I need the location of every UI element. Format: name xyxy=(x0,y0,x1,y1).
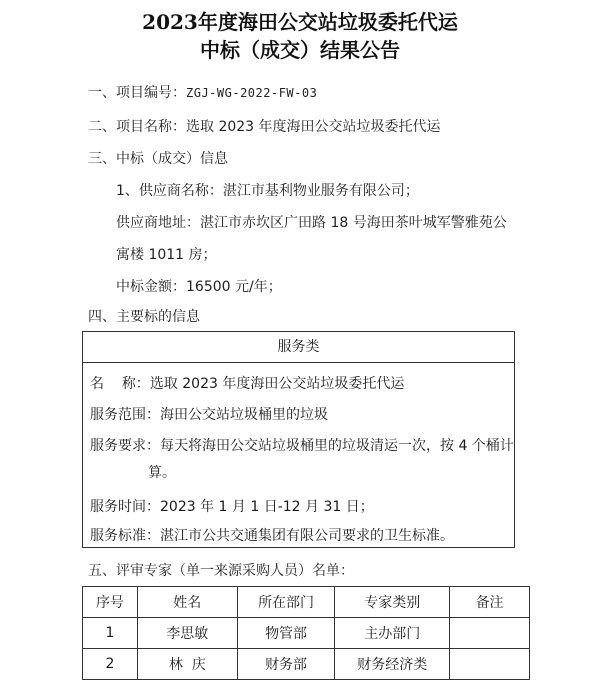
supplier-name: 1、供应商名称：湛江市基利物业服务有限公司； xyxy=(116,183,419,199)
service-box-header: 服务类 xyxy=(83,332,514,363)
service-req-label: 服务要求： xyxy=(90,438,160,454)
service-name-value: 选取 2023 年度海田公交站垃圾委托代运 xyxy=(149,376,405,392)
cell-name: 李思敏 xyxy=(137,618,237,649)
section-main-items: 四、主要标的信息 xyxy=(88,309,200,325)
service-box xyxy=(82,331,515,548)
cell-index: 1 xyxy=(83,618,138,649)
service-req-row-2: 算。 xyxy=(148,465,176,481)
service-scope-value: 海田公交站垃圾桶里的垃圾 xyxy=(160,407,328,423)
supplier-address-line-1: 供应商地址：湛江市赤坎区广田路 18 号海田茶叶城军警雅苑公 xyxy=(116,215,507,231)
cell-department: 财务部 xyxy=(237,649,335,680)
section-project-name: 二、项目名称：选取 2023 年度海田公交站垃圾委托代运 xyxy=(88,119,441,135)
title-line-1: 2023年度海田公交站垃圾委托代运 xyxy=(142,10,458,34)
service-name-label: 名 称： xyxy=(90,376,150,392)
table-row xyxy=(83,649,530,680)
title-line-2: 中标（成交）结果公告 xyxy=(200,38,400,62)
project-number-label: 一、项目编号： xyxy=(88,85,186,101)
col-header: 备注 xyxy=(450,587,530,618)
col-header: 专家类别 xyxy=(335,587,450,618)
section-project-number xyxy=(88,82,317,102)
service-time-value: 2023 年 1 月 1 日-12 月 31 日； xyxy=(160,499,374,515)
experts-table xyxy=(82,586,530,680)
supplier-address-line-2: 寓楼 1011 房； xyxy=(116,247,217,263)
service-scope-label: 服务范围： xyxy=(90,407,160,423)
cell-category: 财务经济类 xyxy=(335,649,450,680)
award-amount: 中标金额：16500 元/年； xyxy=(116,279,282,295)
section-experts: 五、评审专家（单一来源采购人员）名单： xyxy=(88,563,354,579)
cell-name: 林 庆 xyxy=(137,649,237,680)
experts-header-row xyxy=(83,587,530,618)
service-scope-row xyxy=(90,404,328,424)
service-time-label: 服务时间： xyxy=(90,499,160,515)
service-name-row xyxy=(90,373,404,393)
service-req-row xyxy=(90,435,514,455)
col-header: 姓名 xyxy=(137,587,237,618)
project-number-value: ZGJ-WG-2022-FW-03 xyxy=(186,86,318,100)
service-std-row xyxy=(90,525,454,545)
cell-remark xyxy=(450,649,530,680)
cell-department: 物管部 xyxy=(237,618,335,649)
cell-category: 主办部门 xyxy=(335,618,450,649)
cell-remark xyxy=(450,618,530,649)
section-award-info: 三、中标（成交）信息 xyxy=(88,151,228,167)
service-time-row xyxy=(90,496,374,516)
col-header: 所在部门 xyxy=(237,587,335,618)
service-std-label: 服务标准： xyxy=(90,528,160,544)
col-header: 序号 xyxy=(83,587,138,618)
service-std-value: 湛江市公共交通集团有限公司要求的卫生标准。 xyxy=(160,528,454,544)
table-row xyxy=(83,618,530,649)
cell-index: 2 xyxy=(83,649,138,680)
service-req-value-1: 每天将海田公交站垃圾桶里的垃圾清运一次，按 4 个桶计 xyxy=(160,438,514,454)
